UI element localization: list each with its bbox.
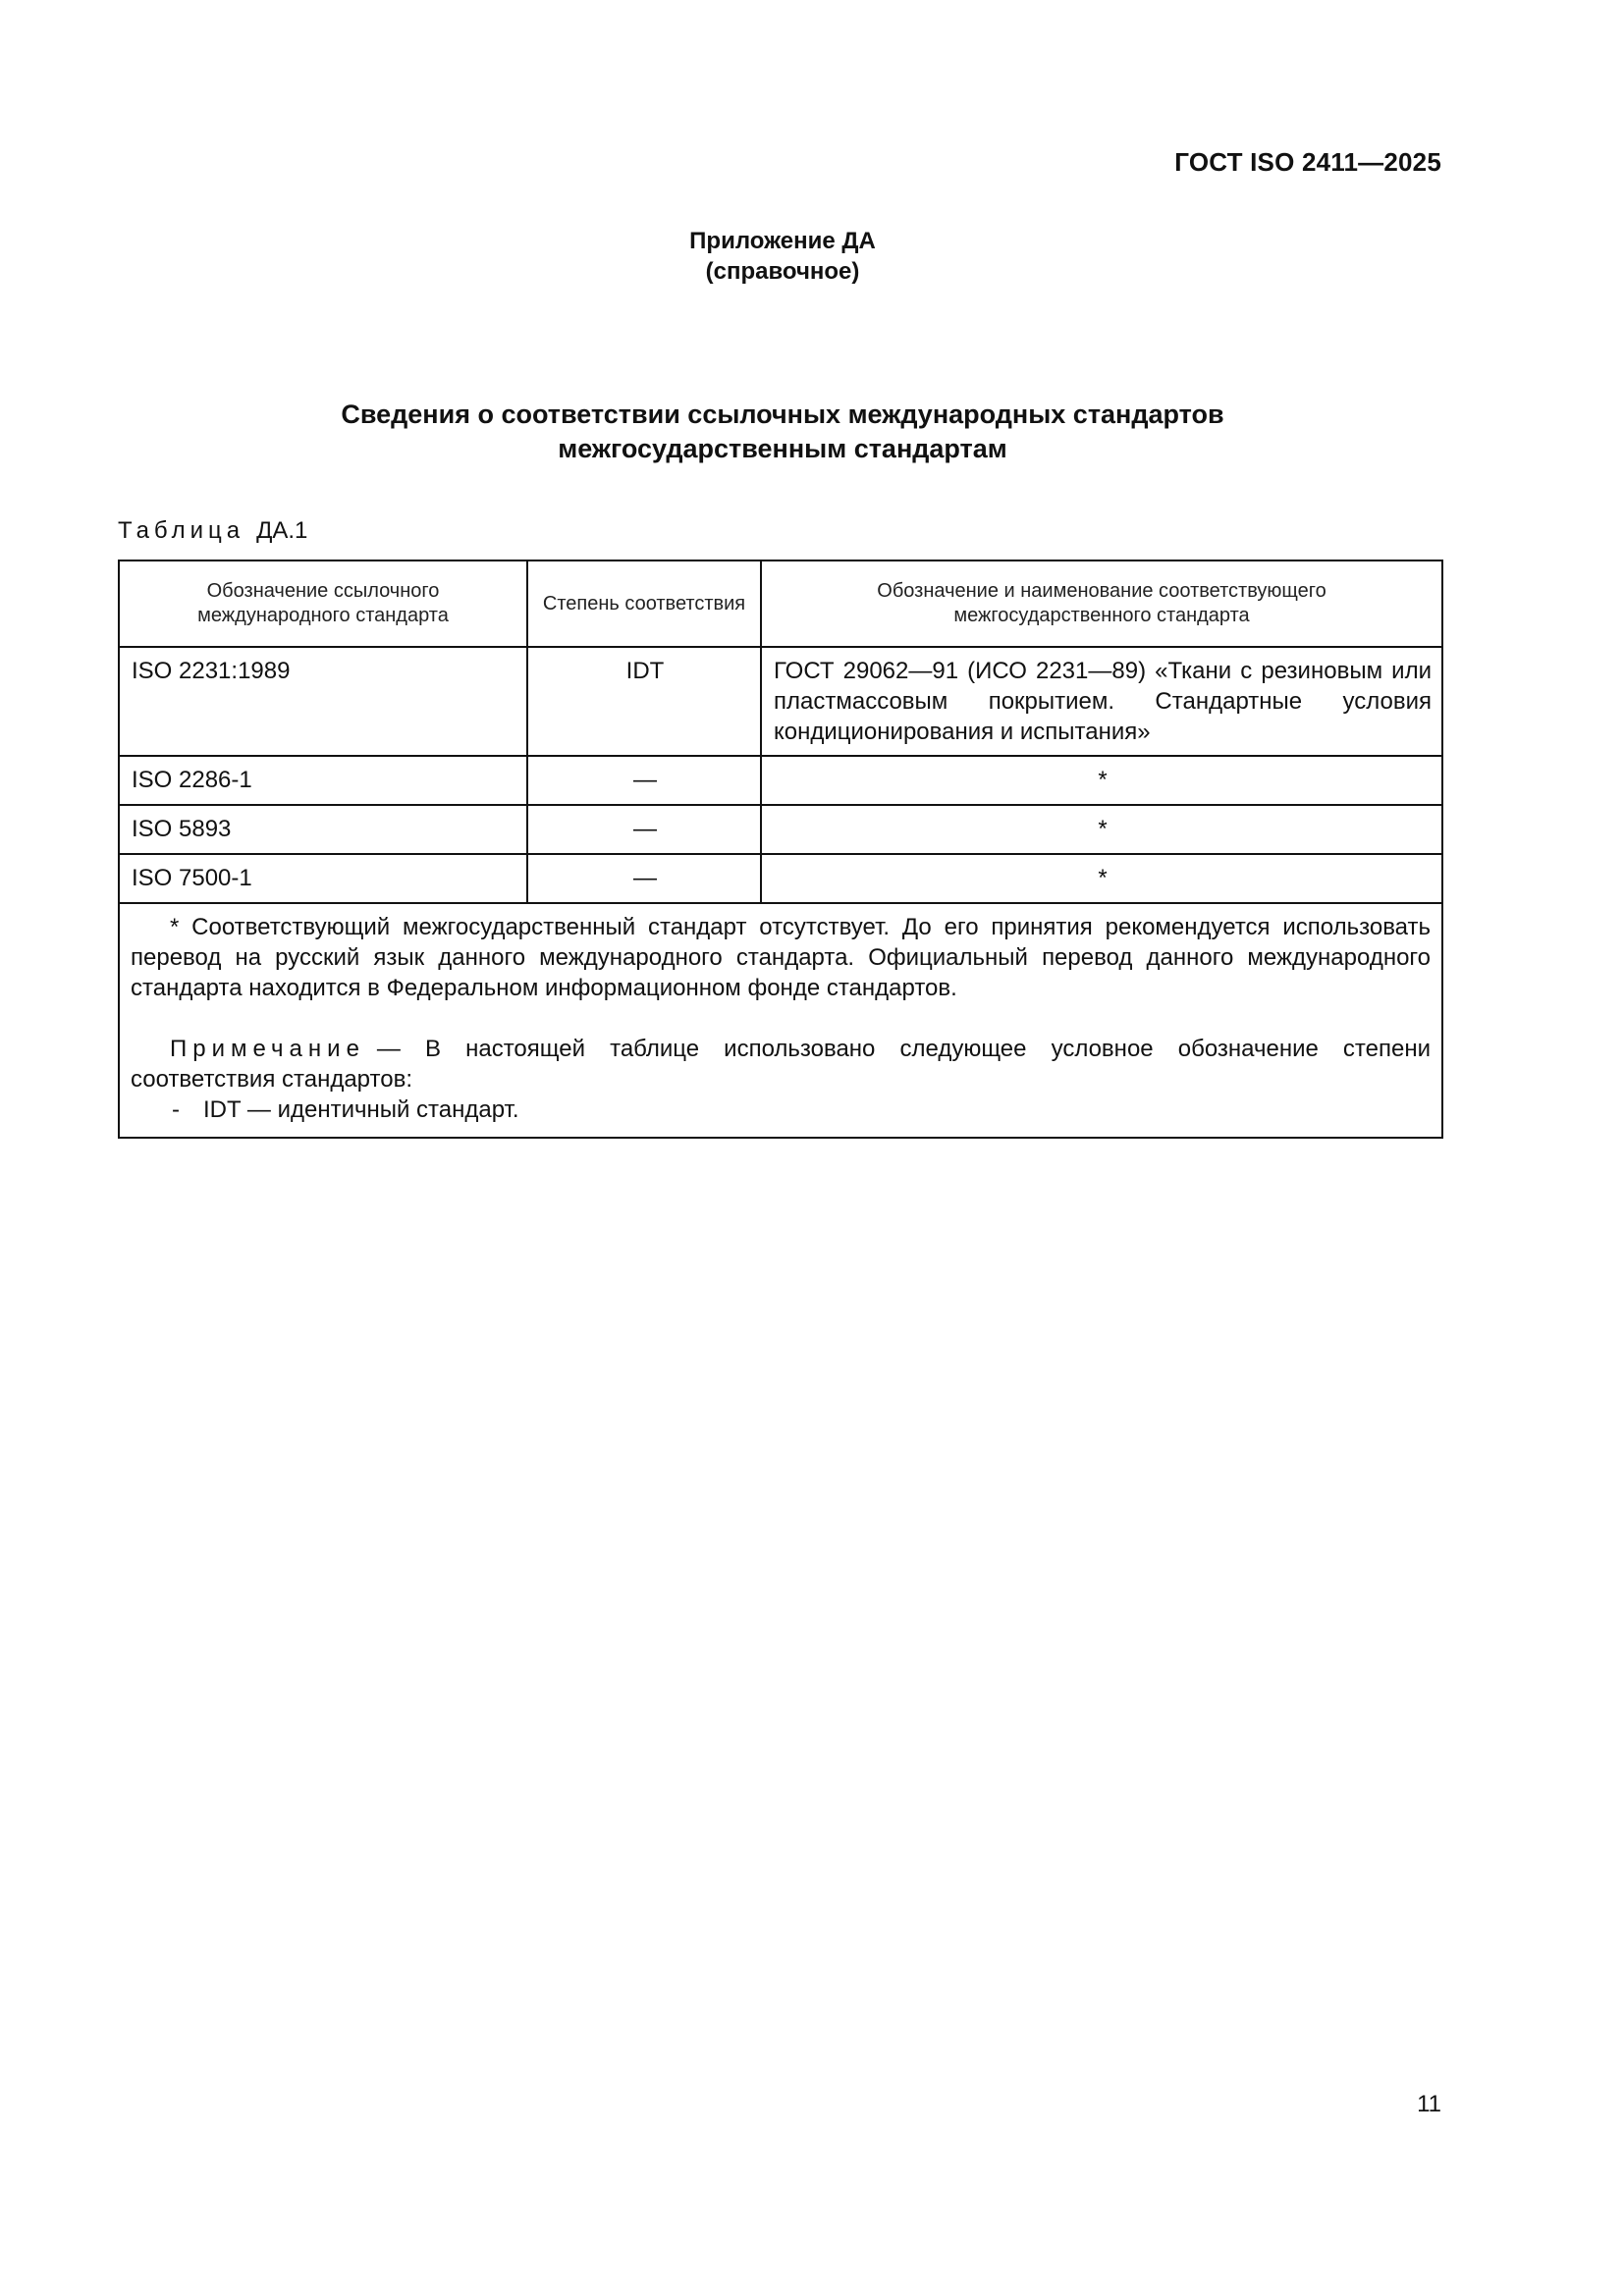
cell-degree: — bbox=[527, 805, 761, 854]
header-degree-of-correspondence: Степень соответствия bbox=[527, 561, 761, 647]
appendix-title: Приложение ДА bbox=[689, 228, 876, 254]
header-interstate-standard: Обозначение и наименование соответствующего межгосударственного стандарта bbox=[761, 561, 1442, 647]
note-list-item bbox=[172, 1095, 1431, 1125]
section-title bbox=[0, 398, 1565, 466]
cell-degree: IDT bbox=[527, 647, 761, 756]
table-footnote-row bbox=[119, 903, 1442, 1138]
cell-reference: ISO 7500-1 bbox=[119, 854, 527, 903]
cell-reference: ISO 5893 bbox=[119, 805, 527, 854]
table-header-row bbox=[119, 561, 1442, 647]
appendix-status: (справочное) bbox=[705, 258, 860, 285]
table-caption-number: ДА.1 bbox=[256, 517, 308, 544]
table-note bbox=[131, 1034, 1431, 1095]
table-row bbox=[119, 756, 1442, 805]
table-row bbox=[119, 805, 1442, 854]
note-text: — В настоящей таблице использовано следующее условное обозначение степени соответствия стандартов: bbox=[131, 1036, 1431, 1093]
page-number: 11 bbox=[1417, 2091, 1441, 2117]
note-item-bullet: - bbox=[172, 1096, 180, 1123]
cell-degree: — bbox=[527, 756, 761, 805]
section-title-line-1: Сведения о соответствии ссылочных международных стандартов bbox=[341, 400, 1224, 429]
standards-correspondence-table bbox=[118, 560, 1443, 1139]
document-code: ГОСТ ISO 2411—2025 bbox=[1174, 147, 1441, 177]
table-caption-word: Таблица bbox=[118, 517, 245, 544]
header-international-standard: Обозначение ссылочного международного стандарта bbox=[119, 561, 527, 647]
footnote-text: * Соответствующий межгосударственный стандарт отсутствует. До его принятия рекомендуется использовать перевод на русский язык данного международного стандарта. Официальный перевод данного международного стандарта находится в Федеральном информационном фонде стандартов. bbox=[131, 914, 1431, 1001]
cell-interstate-name: * bbox=[761, 854, 1442, 903]
table-row bbox=[119, 647, 1442, 756]
table-footnote-cell bbox=[119, 903, 1442, 1138]
table-footnote bbox=[131, 912, 1431, 1003]
cell-reference: ISO 2231:1989 bbox=[119, 647, 527, 756]
cell-interstate-name: * bbox=[761, 756, 1442, 805]
table-caption bbox=[118, 517, 307, 545]
note-label: Примечание bbox=[170, 1036, 365, 1062]
cell-degree: — bbox=[527, 854, 761, 903]
note-item-text: IDT — идентичный стандарт. bbox=[203, 1096, 519, 1123]
cell-interstate-name: ГОСТ 29062—91 (ИСО 2231—89) «Ткани с резиновым или пластмассовым покрытием. Стандартные условия кондиционирования и испытания» bbox=[761, 647, 1442, 756]
cell-interstate-name: * bbox=[761, 805, 1442, 854]
section-title-line-2: межгосударственным стандартам bbox=[558, 434, 1007, 463]
cell-reference: ISO 2286-1 bbox=[119, 756, 527, 805]
table-row bbox=[119, 854, 1442, 903]
appendix-heading bbox=[0, 226, 1565, 287]
